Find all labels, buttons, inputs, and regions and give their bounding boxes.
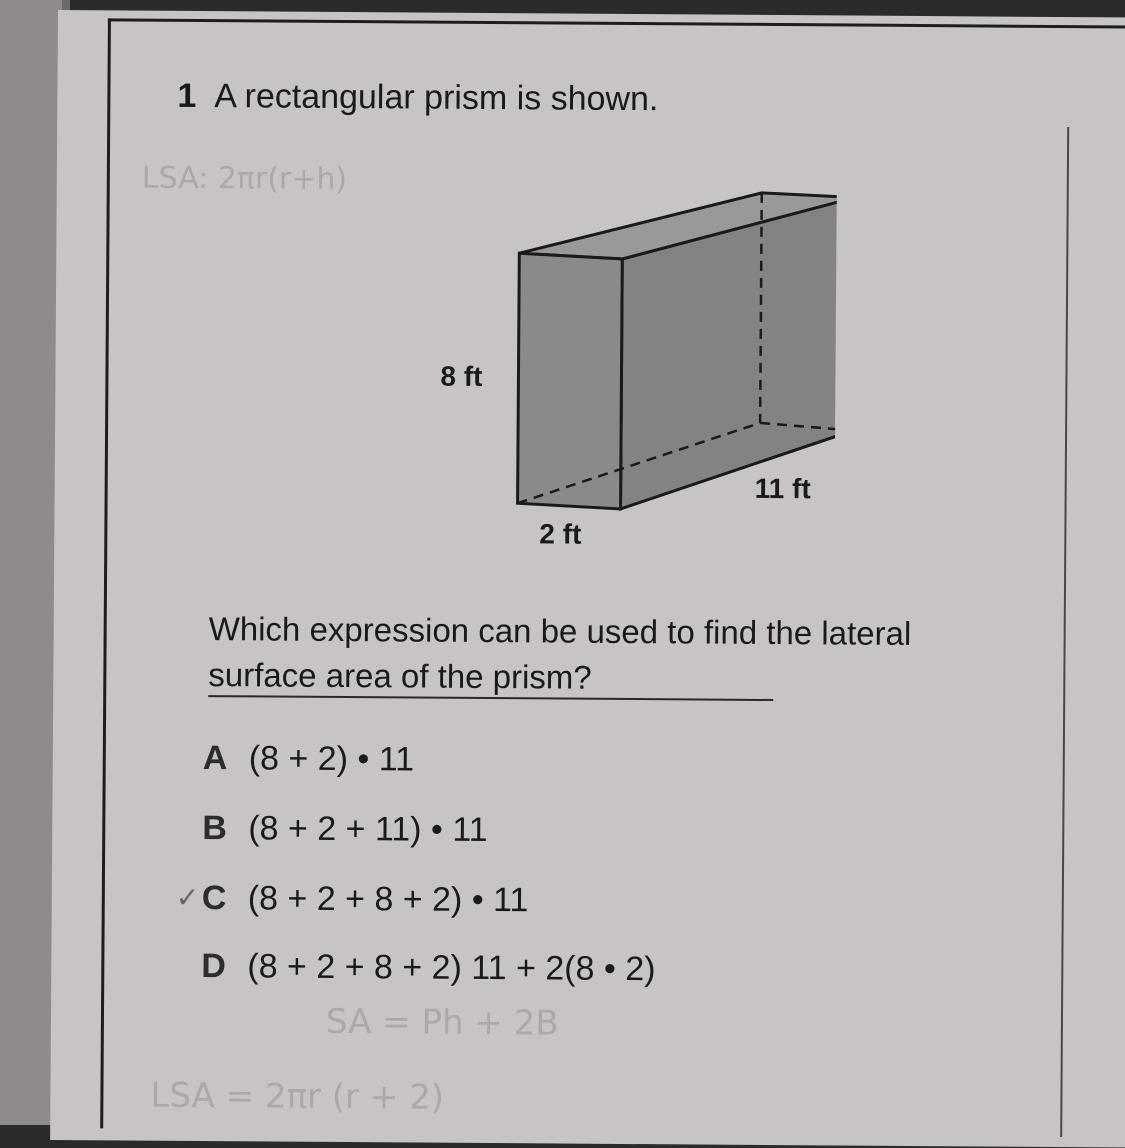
check-mark-icon: ✓ [175,881,200,914]
choice-a[interactable] [203,739,415,779]
page-border-left [100,18,111,1128]
choice-expression: (8 + 2 + 8 + 2) • 11 [247,879,529,920]
question-header [177,77,658,119]
choice-letter: A [202,739,228,778]
choice-letter: B [202,809,227,848]
choice-c[interactable] [175,879,529,920]
choice-expression: (8 + 2 + 8 + 2) 11 + 2(8 • 2) [247,947,656,989]
prism-front-face [518,253,623,509]
height-label: 8 ft [440,360,483,392]
choice-d[interactable] [201,947,655,989]
handwritten-note-bottom: LSA = 2πr (r + 2) [150,1075,445,1118]
length-label: 11 ft [754,472,811,505]
choice-expression: (8 + 2 + 11) • 11 [248,809,488,850]
page-border-top [108,18,1125,28]
handwritten-note-top: LSA: 2πr(r+h) [141,160,348,198]
question-text: A rectangular prism is shown. [214,77,659,119]
width-label: 2 ft [539,518,582,550]
choice-b[interactable] [202,809,488,850]
margin-rule [1060,127,1069,1137]
choice-expression: (8 + 2) • 11 [248,739,415,779]
choice-letter: D [201,947,227,986]
question-prompt: Which expression can be used to find the lateral surface area of the prism? [208,610,912,696]
question-number: 1 [177,76,197,115]
prism-figure [374,172,837,575]
worksheet-page [50,10,1125,1148]
handwritten-formula: SA = Ph + 2B [325,1001,559,1044]
choice-letter: C [201,879,227,918]
